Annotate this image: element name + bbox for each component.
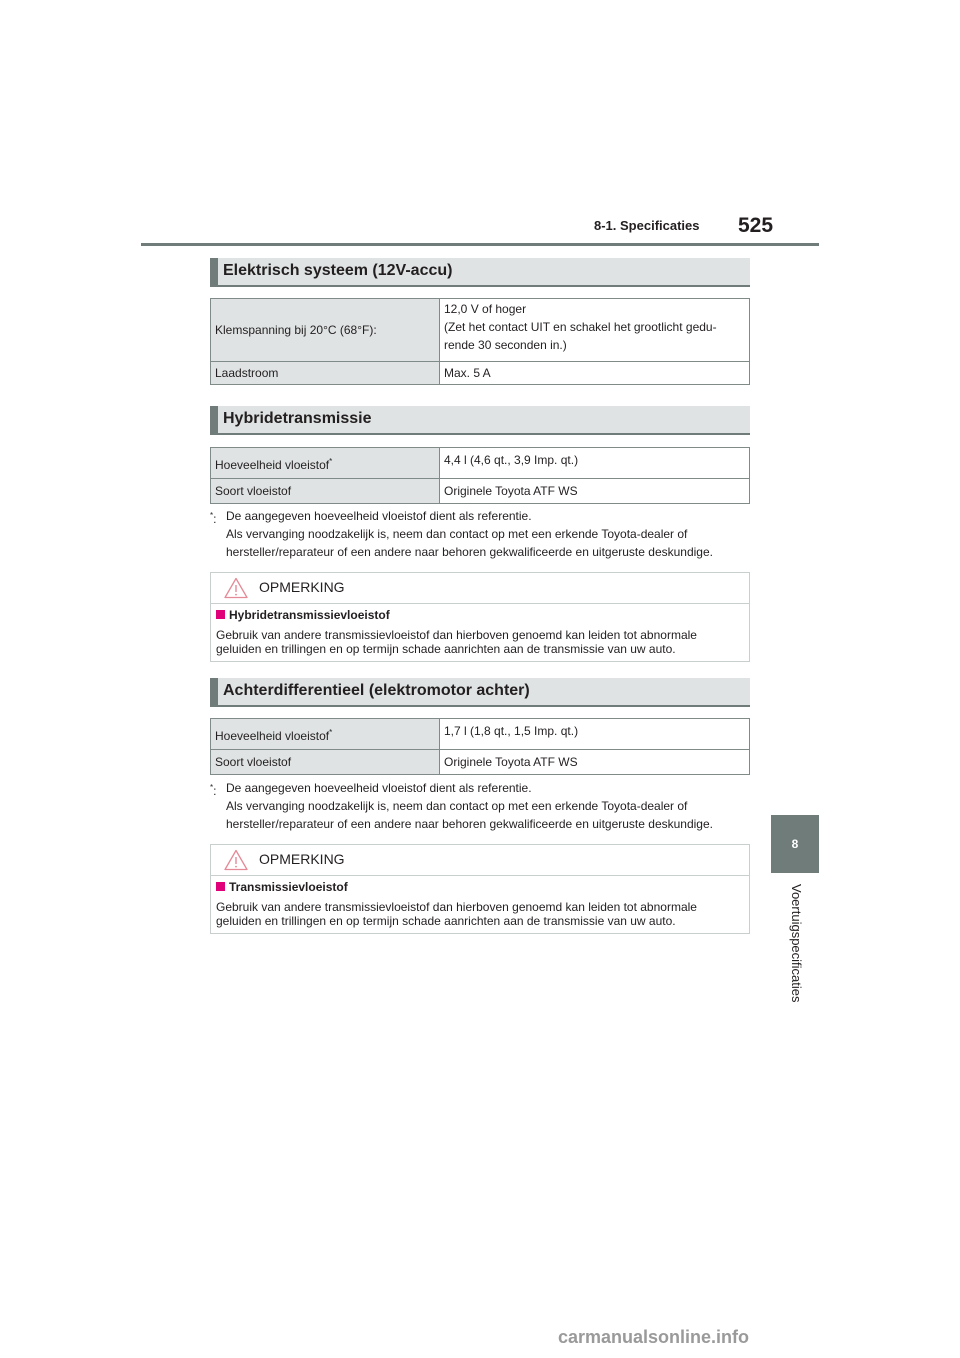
spec-value: 4,4 l (4,6 qt., 3,9 Imp. qt.) xyxy=(440,448,750,479)
footnote-line: Als vervanging noodzakelijk is, neem dan contact op met een erkende Toyota-dealer of xyxy=(226,527,688,541)
footnote-rear-diff xyxy=(210,779,770,833)
spec-value: 1,7 l (1,8 qt., 1,5 Imp. qt.) xyxy=(440,719,750,750)
spec-table-electrical xyxy=(210,298,750,385)
notice-box-rear-diff xyxy=(210,844,750,934)
section-header-title: Hybridetransmissie xyxy=(223,410,372,427)
footnote-marker: * xyxy=(329,456,333,466)
section-header-bar xyxy=(210,258,218,285)
spec-table-rear-diff xyxy=(210,718,750,775)
table-row xyxy=(211,479,750,504)
table-row xyxy=(211,750,750,775)
spec-value-line: 12,0 V of hoger xyxy=(444,302,527,316)
footnote-line: hersteller/reparateur of een andere naar behoren gekwalificeerde en uitgeruste deskundige. xyxy=(226,817,713,831)
notice-heading: OPMERKING xyxy=(259,579,345,595)
spec-value: Originele Toyota ATF WS xyxy=(440,750,750,775)
footnote-marker: * xyxy=(329,727,333,737)
spec-label: Soort vloeistof xyxy=(211,750,440,775)
section-header-rear-diff xyxy=(210,678,750,707)
notice-body xyxy=(211,876,749,934)
footnote-line: Als vervanging noodzakelijk is, neem dan contact op met een erkende Toyota-dealer of xyxy=(226,799,688,813)
warning-triangle-icon xyxy=(224,849,248,871)
spec-label: Soort vloeistof xyxy=(211,479,440,504)
notice-box-hybrid xyxy=(210,572,750,662)
spec-label xyxy=(211,719,440,750)
spec-value-line: (Zet het contact UIT en schakel het grootlicht gedu- xyxy=(444,320,717,334)
notice-text: Gebruik van andere transmissievloeistof dan hierboven genoemd kan leiden tot abnormale geluiden en trillingen en op termijn schade aanrichten aan de transmissie van uw auto. xyxy=(216,900,697,928)
footnote-hybrid xyxy=(210,507,770,561)
section-header-title: Achterdifferentieel (elektromotor achter) xyxy=(223,682,530,699)
spec-value-line: rende 30 seconden in.) xyxy=(444,338,567,352)
section-header-title: Elektrisch systeem (12V-accu) xyxy=(223,262,453,279)
bullet-square-icon xyxy=(216,882,225,891)
footnote-line: De aangegeven hoeveelheid vloeistof dient als referentie. xyxy=(226,509,532,523)
chapter-label-wrap xyxy=(789,884,811,1008)
spec-label-text: Hoeveelheid vloeistof xyxy=(215,728,330,743)
table-row xyxy=(211,719,750,750)
section-header-bar xyxy=(210,678,218,705)
notice-subtitle: Transmissievloeistof xyxy=(229,880,348,894)
section-header-electrical xyxy=(210,258,750,287)
warning-triangle-icon xyxy=(224,577,248,599)
watermark: carmanualsonline.info xyxy=(558,1327,750,1347)
notice-body xyxy=(211,604,749,662)
notice-subtitle: Hybridetransmissievloeistof xyxy=(229,608,390,622)
spec-table-hybrid xyxy=(210,447,750,504)
header-rule xyxy=(141,243,819,246)
chapter-number: 8 xyxy=(791,837,799,851)
spec-label: Laadstroom xyxy=(211,362,440,385)
notice-text: Gebruik van andere transmissievloeistof dan hierboven genoemd kan leiden tot abnormale geluiden en trillingen en op termijn schade aanrichten aan de transmissie van uw auto. xyxy=(216,628,697,656)
chapter-label: Voertuigspecificaties xyxy=(789,884,804,1003)
table-row xyxy=(211,362,750,385)
section-header-bar xyxy=(210,406,218,433)
notice-heading: OPMERKING xyxy=(259,851,345,867)
spec-label xyxy=(211,448,440,479)
section-title: 8-1. Specificaties xyxy=(594,218,700,233)
footnote-mark: *: xyxy=(210,783,217,798)
spec-value xyxy=(440,299,750,362)
section-header-hybrid xyxy=(210,406,750,435)
spec-value: Max. 5 A xyxy=(440,362,750,385)
footnote-line: De aangegeven hoeveelheid vloeistof dient als referentie. xyxy=(226,781,532,795)
bullet-square-icon xyxy=(216,610,225,619)
spec-label-text: Hoeveelheid vloeistof xyxy=(215,457,330,472)
table-row xyxy=(211,448,750,479)
footnote-line: hersteller/reparateur of een andere naar behoren gekwalificeerde en uitgeruste deskundige. xyxy=(226,545,713,559)
table-row xyxy=(211,299,750,362)
notice-header xyxy=(211,845,749,876)
spec-value: Originele Toyota ATF WS xyxy=(440,479,750,504)
footnote-mark: *: xyxy=(210,511,217,526)
notice-header xyxy=(211,573,749,604)
page-number: 525 xyxy=(738,214,774,237)
chapter-tab xyxy=(771,815,819,873)
spec-label: Klemspanning bij 20°C (68°F): xyxy=(211,299,440,362)
